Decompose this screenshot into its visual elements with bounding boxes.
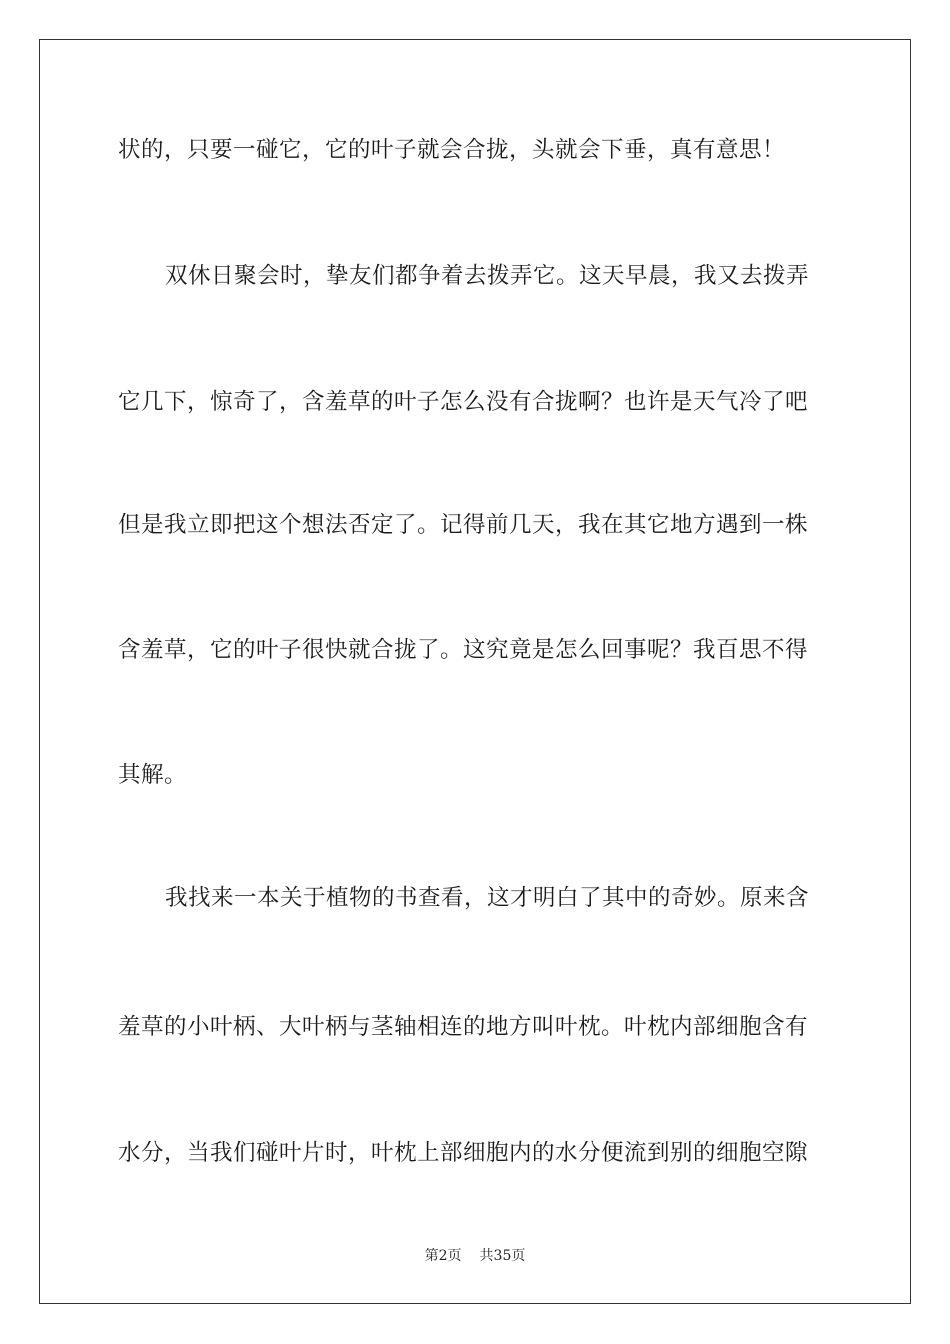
paragraph-start-line: 双休日聚会时，挚友们都争着去拨弄它。这天早晨，我又去拨弄 <box>165 263 810 289</box>
total-pages: 共35页 <box>479 1248 526 1264</box>
text-line: 它几下，惊奇了，含羞草的叶子怎么没有合拢啊？也许是天气冷了吧 <box>118 389 809 415</box>
text-line: 羞草的小叶柄、大叶柄与茎轴相连的地方叫叶枕。叶枕内部细胞含有 <box>118 1014 809 1040</box>
page-number: 第2页 <box>424 1248 462 1264</box>
page-footer <box>0 1247 950 1265</box>
text-line: 状的，只要一碰它，它的叶子就会合拢，头就会下垂，真有意思！ <box>118 137 786 163</box>
page-border <box>39 39 911 1304</box>
text-line: 含羞草，它的叶子很快就合拢了。这究竟是怎么回事呢？我百思不得 <box>118 637 809 663</box>
text-line: 但是我立即把这个想法否定了。记得前几天，我在其它地方遇到一株 <box>118 512 809 538</box>
text-line: 其解。 <box>118 762 188 788</box>
text-line: 水分，当我们碰叶片时，叶枕上部细胞内的水分便流到别的细胞空隙 <box>118 1140 809 1166</box>
paragraph-start-line: 我找来一本关于植物的书查看，这才明白了其中的奇妙。原来含 <box>165 885 810 911</box>
